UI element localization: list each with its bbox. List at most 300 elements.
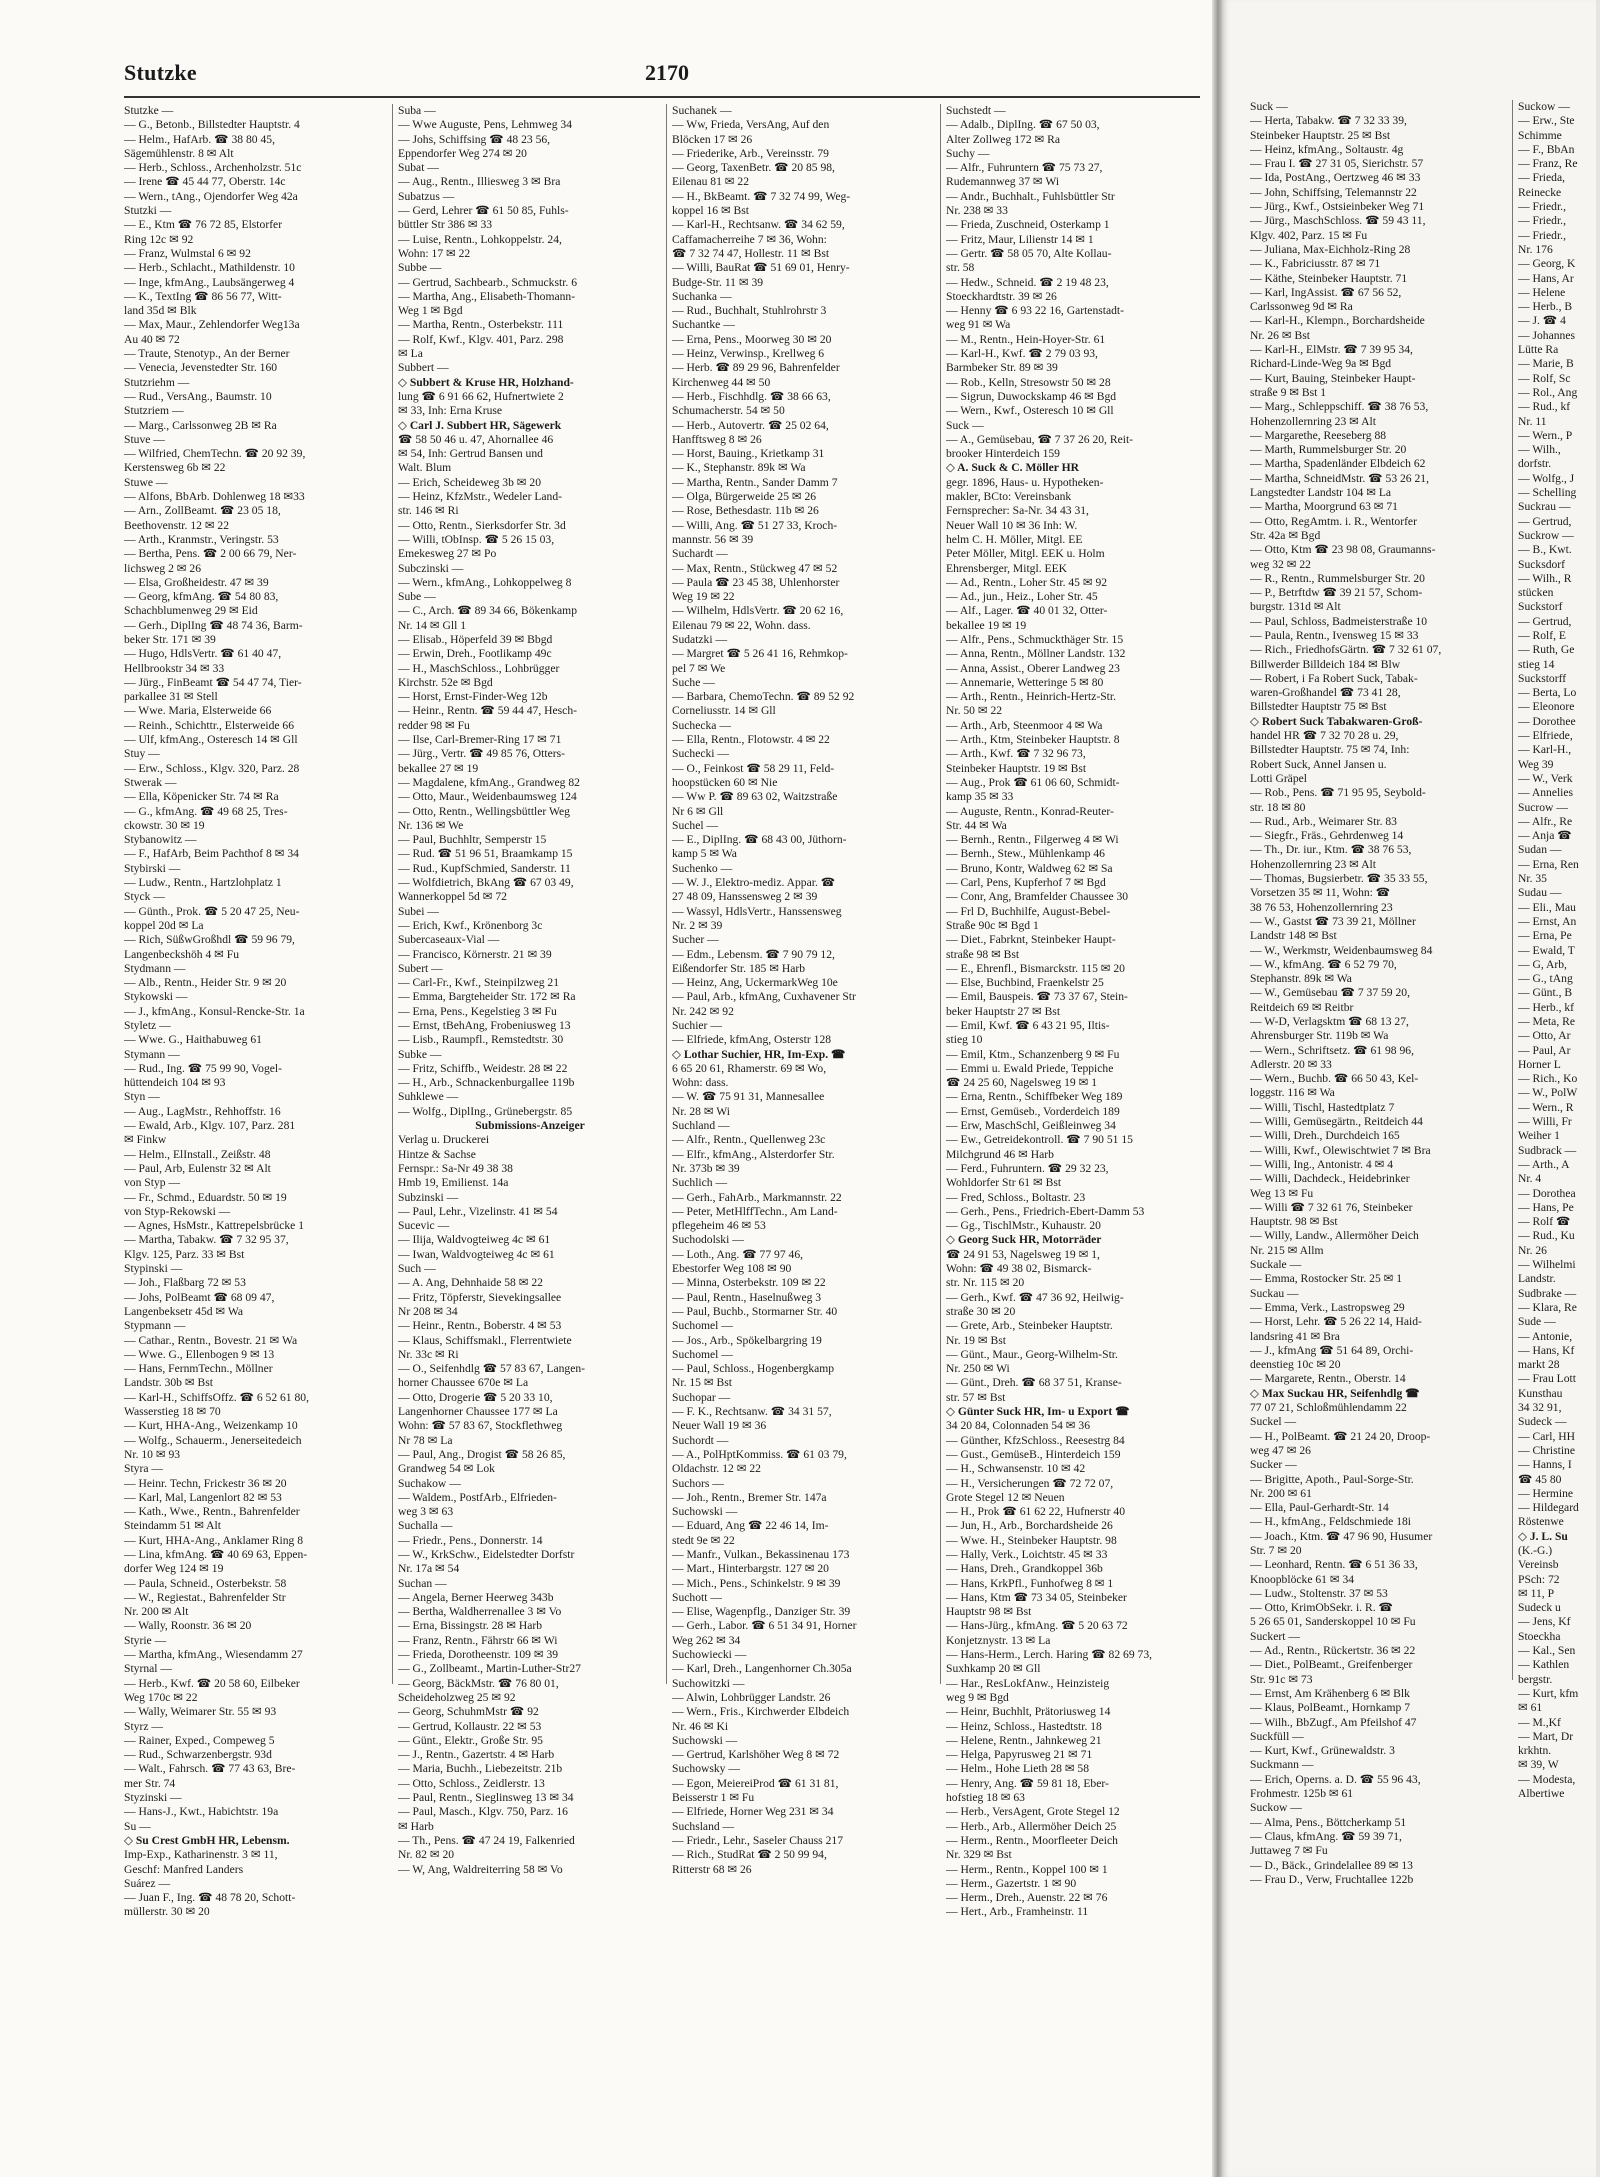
directory-line: — Heinz, Verwinsp., Krellweg 6 [672, 347, 825, 361]
directory-line: Suchowsky — [672, 1762, 740, 1776]
directory-line: Suck — [1250, 100, 1288, 113]
directory-line: — Arth., Kwf. ☎ 7 32 96 73, [946, 747, 1086, 761]
directory-line: Subei — [398, 904, 439, 918]
directory-line: — H., Arb., Schnackenburgallee 119b [398, 1076, 575, 1090]
directory-line: — Klara, Re [1518, 1300, 1577, 1314]
directory-line: — Rolf, E [1518, 628, 1566, 642]
directory-line: bekallee 27 ✉ 19 [398, 761, 479, 775]
directory-line: — Jens, Kf [1518, 1615, 1571, 1629]
directory-line: — Herb., Arb., Allermöher Deich 25 [946, 1819, 1117, 1833]
directory-line: Styzinski — [124, 1791, 182, 1805]
directory-line: 77 07 21, Schloßmühlendamm 22 [1250, 1401, 1407, 1415]
directory-line: — M.,Kf [1518, 1715, 1561, 1729]
directory-line: — Martha, kfmAng., Wiesendamm 27 [124, 1648, 303, 1662]
directory-line: — Erna, Pens., Kegelstieg 3 ✉ Fu [398, 1004, 557, 1018]
directory-line: Nr. 14 ✉ Gll 1 [398, 618, 467, 632]
directory-line: weg 32 ✉ 22 [1250, 557, 1311, 571]
directory-line: ◇ Max Suckau HR, Seifenhdlg ☎ [1250, 1386, 1420, 1400]
directory-line: Str. 91c ✉ 73 [1250, 1672, 1313, 1686]
directory-line: — Rose, Bethesdastr. 11b ✉ 26 [672, 504, 819, 518]
directory-line: Suchakow — [398, 1476, 461, 1490]
directory-line: — Herb. ☎ 89 29 96, Bahrenfelder [672, 361, 840, 375]
directory-line: — Max, Rentn., Stückweg 47 ✉ 52 [672, 561, 838, 575]
directory-line: Suxhkamp 20 ✉ Gll [946, 1662, 1041, 1676]
directory-line: Walt. Blum [398, 461, 452, 475]
directory-line: Konjetznystr. 13 ✉ La [946, 1633, 1051, 1647]
directory-line: — Gg., TischlMstr., Kuhaustr. 20 [946, 1219, 1101, 1233]
directory-line: — Willi ☎ 7 32 61 76, Steinbeker [1250, 1200, 1413, 1214]
directory-line: — Alfr., Rentn., Quellenweg 23c [672, 1133, 826, 1147]
directory-line: — Andr., Buchhalt., Fuhlsbüttler Str [946, 189, 1115, 203]
directory-line: Hauptstr. 98 ✉ Bst [1250, 1215, 1338, 1229]
directory-line: — Paula, Schneid., Osterbekstr. 58 [124, 1576, 287, 1590]
directory-line: Styrz — [124, 1719, 163, 1733]
directory-line: — Emil, Ktm., Schanzenberg 9 ✉ Fu [946, 1047, 1120, 1061]
directory-line: — Ludw., Rentn., Hartzlohplatz 1 [124, 876, 282, 890]
directory-line: — Heinr, Buchhlt, Prätoriusweg 14 [946, 1705, 1111, 1719]
directory-line: — Waldem., PostfArb., Elfrieden- [398, 1490, 557, 1504]
directory-line: — Heinz, kfmAng., Soltaustr. 4g [1250, 142, 1404, 156]
directory-line: — Wilhelm, HdlsVertr. ☎ 20 62 16, [672, 604, 844, 618]
directory-line: Styra — [124, 1462, 163, 1476]
directory-line: Suchstedt — [946, 104, 1006, 117]
directory-line: — Otto, Maur., Weidenbaumsweg 124 [398, 790, 577, 804]
directory-line: — Johs, Schiffsing ☎ 48 23 56, [398, 132, 551, 146]
directory-line: Suchan — [398, 1576, 447, 1590]
directory-line: Nr. 35 [1518, 872, 1547, 886]
directory-line: Subbe — [398, 261, 442, 275]
directory-line: brooker Hinterdeich 159 [946, 447, 1060, 461]
directory-line: — Martha, Tabakw. ☎ 7 32 95 37, [124, 1233, 289, 1247]
directory-line: — Gertrud, Sachbearb., Schmuckstr. 6 [398, 275, 578, 289]
directory-line: Sucrow — [1518, 800, 1568, 814]
directory-line: — Arth., A [1518, 1157, 1570, 1171]
directory-line: — Herb., VersAgent, Grote Stegel 12 [946, 1805, 1120, 1819]
directory-line: Suchecka — [672, 718, 731, 732]
directory-line: Stoeckhardtstr. 39 ✉ 26 [946, 289, 1057, 303]
directory-line: Suchenko — [672, 861, 733, 875]
directory-line: — Heinr. Techn, Frickestr 36 ✉ 20 [124, 1476, 287, 1490]
directory-line: — Paul, Buchhltr, Semperstr 15 [398, 833, 547, 847]
directory-line: — Wern., Fris., Kirchwerder Elbdeich [672, 1705, 850, 1719]
directory-line: — Aug., LagMstr., Rehhoffstr. 16 [124, 1104, 281, 1118]
directory-line: Rudemannweg 37 ✉ Wi [946, 175, 1060, 189]
directory-line: — Jos., Arb., Spökelbargring 19 [672, 1333, 822, 1347]
directory-line: — Annemarie, Wetteringe 5 ✉ 80 [946, 675, 1104, 689]
directory-line: Lütte Ra [1518, 343, 1559, 357]
directory-line: — Ella, Köpenicker Str. 74 ✉ Ra [124, 790, 279, 804]
directory-line: Suchowski — [672, 1733, 738, 1747]
directory-line: Styletz — [124, 1019, 171, 1032]
directory-line: Landstr 148 ✉ Bst [1250, 929, 1337, 943]
directory-line: — Maria, Buchh., Liebezeitstr. 21b [398, 1762, 563, 1776]
directory-line: Au 40 ✉ 72 [124, 332, 180, 346]
directory-line: — Hans, KrkPfl., Funhofweg 8 ✉ 1 [946, 1576, 1114, 1590]
directory-line: pflegeheim 46 ✉ 53 [672, 1219, 766, 1233]
directory-line: — Rainer, Exped., Compeweg 5 [124, 1733, 275, 1747]
directory-line: — Erna, Pe [1518, 929, 1572, 943]
directory-line: — Hally, Verk., Loichtstr. 45 ✉ 33 [946, 1547, 1108, 1561]
directory-line: — Kurt, HHA-Ang., Anklamer Ring 8 [124, 1533, 304, 1547]
directory-line: — W., Verk [1518, 771, 1573, 785]
directory-line: — Jürg., FinBeamt ☎ 54 47 74, Tier- [124, 675, 302, 689]
directory-line: — Willi, Dreh., Durchdeich 165 [1250, 1129, 1400, 1143]
directory-line: Sudau — [1518, 886, 1562, 900]
directory-line: Nr. 26 ✉ Bst [1250, 328, 1310, 342]
directory-line: — Otto, Drogerie ☎ 5 20 33 10, [398, 1390, 553, 1404]
directory-line: — Hans, Kf [1518, 1343, 1575, 1357]
directory-line: — Otto, Rentn., Sierksdorfer Str. 3d [398, 518, 566, 532]
directory-line: — Friedr., Lehr., Saseler Chauss 217 [672, 1833, 843, 1847]
directory-line: Suba — [398, 104, 436, 117]
directory-line: Langenbeksetr 45d ✉ Wa [124, 1304, 243, 1318]
directory-line: Kerstensweg 6b ✉ 22 [124, 461, 226, 475]
directory-line: Stutzke — [124, 104, 174, 117]
directory-line: — Gertrud, Karlshöher Weg 8 ✉ 72 [672, 1748, 840, 1762]
directory-line: Nr. 10 ✉ 93 [124, 1447, 181, 1461]
directory-line: ☎ 24 25 60, Nagelsweg 19 ✉ 1 [946, 1076, 1098, 1090]
directory-line: — Arth., Rentn., Heinrich-Hertz-Str. [946, 690, 1117, 704]
directory-line: — W-D, Verlagsktm ☎ 68 13 27, [1250, 1015, 1409, 1028]
directory-line: — Leonhard, Rentn. ☎ 6 51 36 33, [1250, 1558, 1418, 1572]
directory-line: — Karl-H., ElMstr. ☎ 7 39 95 34, [1250, 343, 1413, 357]
directory-line: — Frau I. ☎ 27 31 05, Sierichstr. 57 [1250, 157, 1424, 171]
directory-line: — C., Arch. ☎ 89 34 66, Bökenkamp [398, 604, 577, 618]
directory-line: — Frau D., Verw, Fruchtallee 122b [1250, 1872, 1414, 1886]
directory-line: — Brigitte, Apoth., Paul-Sorge-Str. [1250, 1472, 1414, 1486]
directory-line: — K., Fabriciusstr. 87 ✉ 71 [1250, 257, 1381, 271]
directory-line: Nr. 15 ✉ Bst [672, 1376, 732, 1390]
directory-line: Suckale — [1250, 1258, 1302, 1272]
directory-line: — Wern., Kwf., Osteresch 10 ✉ Gll [946, 404, 1114, 418]
directory-line: — Marie, B [1518, 357, 1574, 371]
directory-line: — Otto, Schloss., Zeidlerstr. 13 [398, 1776, 545, 1790]
directory-line: — Dorothea [1518, 1186, 1576, 1200]
directory-line: Suckrow — [1518, 528, 1574, 542]
directory-line: — H., Schwansenstr. 10 ✉ 42 [946, 1462, 1086, 1476]
directory-line: — Heinr., Rentn., Boberstr. 4 ✉ 53 [398, 1319, 562, 1333]
directory-line: Nr 208 ✉ 34 [398, 1304, 458, 1318]
directory-line: Steinbeker Hauptstr. 25 ✉ Bst [1250, 128, 1391, 142]
directory-line: Nr. 200 ✉ Alt [124, 1605, 189, 1619]
directory-line: — Modesta, [1518, 1772, 1576, 1786]
directory-line: Landstr. 30b ✉ Bst [124, 1376, 213, 1390]
directory-line: — Herm., Gazertstr. 1 ✉ 90 [946, 1876, 1077, 1890]
directory-line: — Wilhelmi [1518, 1258, 1576, 1272]
directory-line: — Paul, Ang., Drogist ☎ 58 26 85, [398, 1447, 566, 1461]
directory-line: — Olga, Bürgerweide 25 ✉ 26 [672, 490, 817, 504]
directory-line: — Helm., HafArb. ☎ 38 80 45, [124, 132, 275, 146]
page-number: 2170 [645, 60, 689, 85]
directory-line: PSch: 72 [1518, 1572, 1560, 1586]
directory-line: Neuer Wall 19 ✉ 36 [672, 1419, 767, 1433]
directory-line: Weiher 1 [1518, 1129, 1560, 1143]
directory-line: markt 28 [1518, 1358, 1560, 1372]
column-divider [1512, 100, 1513, 1680]
directory-line: Sudatzki — [672, 632, 728, 646]
directory-line: Styn — [124, 1090, 160, 1104]
directory-line: Weg 19 ✉ 22 [672, 590, 735, 604]
directory-line: — W., Gemüsebau ☎ 7 37 59 20, [1250, 986, 1410, 1000]
directory-line: gegr. 1896, Haus- u. Hypotheken- [946, 475, 1104, 489]
directory-line: — G., Betonb., Billstedter Hauptstr. 4 [124, 118, 300, 132]
directory-line: — Anna, Rentn., Möllner Landstr. 132 [946, 647, 1126, 661]
directory-line: — W. ☎ 75 91 31, Mannesallee [672, 1090, 825, 1104]
directory-line: — H., Prok ☎ 61 62 22, Hufnerstr 40 [946, 1505, 1125, 1519]
directory-line: Klgv. 402, Parz. 15 ✉ Fu [1250, 228, 1368, 242]
directory-line: — Kal., Sen [1518, 1644, 1576, 1658]
directory-line: — Hermine [1518, 1486, 1574, 1500]
directory-line: — E., DiplIng. ☎ 68 43 00, Jüthorn- [672, 833, 847, 847]
directory-line: — Elisab., Höperfeld 39 ✉ Bbgd [398, 632, 553, 646]
directory-line: — Meta, Re [1518, 1015, 1575, 1028]
directory-line: — R., Rentn., Rummelsburger Str. 20 [1250, 571, 1425, 585]
directory-line: — Gertr. ☎ 58 05 70, Alte Kollau- [946, 246, 1112, 260]
column-divider [940, 104, 941, 1684]
directory-line: — Rud., Buchhalt, Stuhlrohrstr 3 [672, 304, 827, 318]
directory-column-2 [398, 104, 662, 1877]
directory-line: str. 146 ✉ Ri [398, 504, 459, 518]
directory-line: Billwerder Billdeich 184 ✉ Blw [1250, 657, 1401, 671]
directory-line: Suchopar — [672, 1390, 731, 1404]
directory-line: — Herm., Rentn., Moorfleeter Deich [946, 1833, 1118, 1847]
directory-line: — Auguste, Rentn., Konrad-Reuter- [946, 804, 1114, 818]
directory-line: stedt 9e ✉ 22 [672, 1533, 735, 1547]
directory-line: Suchy — [946, 146, 990, 160]
directory-line: ✉ 11, P [1518, 1586, 1555, 1600]
directory-line: — Jun, H., Arb., Borchardsheide 26 [946, 1519, 1113, 1533]
directory-line: — Erich, Kwf., Krönenborg 3c [398, 918, 543, 932]
directory-line: — J., kfmAng., Konsul-Rencke-Str. 1a [124, 1004, 305, 1018]
directory-line: — Friedr., Pens., Donnerstr. 14 [398, 1533, 543, 1547]
directory-line: Suck — [946, 418, 984, 432]
directory-line: — Eleonore [1518, 700, 1575, 714]
directory-line: — Gertrud, [1518, 614, 1572, 628]
directory-line: — Else, Buchbind, Fraenkelstr 25 [946, 976, 1104, 990]
directory-line: — Karl, IngAssist. ☎ 67 56 52, [1250, 285, 1402, 299]
directory-line: — Paul, Arb., kfmAng, Cuxhavener Str [672, 990, 856, 1004]
directory-line: — Joh., Rentn., Bremer Str. 147a [672, 1490, 827, 1504]
directory-line: Billstedter Hauptstr 75 ✉ Bst [1250, 700, 1387, 714]
directory-line: — Alfr., Re [1518, 814, 1573, 828]
directory-line: Styck — [124, 890, 165, 904]
directory-line: Sucker — [1250, 1458, 1297, 1472]
directory-line: Suckfüll — [1250, 1729, 1304, 1743]
directory-line: Caffamacherreihe 7 ✉ 36, Wohn: [672, 232, 827, 246]
directory-line: Kunsthau [1518, 1386, 1563, 1400]
directory-line: Emekesweg 27 ✉ Po [398, 547, 497, 561]
directory-line: — W. J., Elektro-mediz. Appar. ☎ [672, 876, 836, 890]
directory-line: Juttaweg 7 ✉ Fu [1250, 1844, 1328, 1858]
directory-line: — Joh., Flaßbarg 72 ✉ 53 [124, 1276, 246, 1290]
directory-line: loggstr. 116 ✉ Wa [1250, 1086, 1335, 1100]
directory-line: — Marth, Rummelsburger Str. 20 [1250, 443, 1407, 457]
directory-line: Subbert — [398, 361, 449, 375]
directory-line: — P., Betrftdw ☎ 39 21 57, Schom- [1250, 586, 1423, 600]
directory-line: — Rich., Ko [1518, 1072, 1578, 1086]
directory-line: — Aug., Prok ☎ 61 06 60, Schmidt- [946, 775, 1120, 789]
directory-line: — Rich., StudRat ☎ 2 50 99 94, [672, 1848, 827, 1862]
directory-line: — Joach., Ktm. ☎ 47 96 90, Husumer [1250, 1529, 1433, 1543]
directory-line: hüttendeich 104 ✉ 93 [124, 1076, 226, 1090]
directory-line: — Erw., Schloss., Klgv. 320, Parz. 28 [124, 761, 300, 775]
directory-line: Beethovenstr. 12 ✉ 22 [124, 518, 230, 532]
directory-line: Stykowski — [124, 990, 188, 1004]
directory-line: — Wern., R [1518, 1100, 1574, 1114]
directory-line: — Martha, SchneidMstr. ☎ 53 26 21, [1250, 471, 1429, 485]
directory-line: — Ilija, Waldvogteiweg 4c ✉ 61 [398, 1233, 551, 1247]
directory-line: Suchantke — [672, 318, 735, 332]
directory-line: — Christine [1518, 1443, 1576, 1457]
directory-line: Suchomel — [672, 1347, 733, 1361]
directory-line: Sude — [1518, 1315, 1556, 1329]
directory-line: — Wally, Roonstr. 36 ✉ 20 [124, 1619, 252, 1633]
directory-line: Nr. 250 ✉ Wi [946, 1362, 1010, 1376]
directory-line: Nr. 2 ✉ 39 [672, 918, 723, 932]
directory-line: — Mich., Pens., Schinkelstr. 9 ✉ 39 [672, 1576, 841, 1590]
directory-line: — Georg, K [1518, 257, 1576, 271]
directory-line: Suchardt — [672, 547, 728, 561]
directory-line: — Friedr., [1518, 200, 1566, 214]
directory-line: — Herb., B [1518, 300, 1573, 314]
directory-line: Nr. 28 ✉ Wi [672, 1104, 730, 1118]
directory-line: Suchowiecki — [672, 1648, 747, 1662]
directory-line: — Anja ☎ [1518, 829, 1572, 843]
directory-line: ☎ 24 91 53, Nagelsweg 19 ✉ 1, [946, 1247, 1100, 1261]
directory-line: — J. ☎ 4 [1518, 314, 1566, 328]
directory-line: — Horst, Lehr. ☎ 5 26 22 14, Haid- [1250, 1315, 1422, 1329]
directory-line: — Otto, Ktm ☎ 23 98 08, Graumanns- [1250, 543, 1436, 557]
directory-line: — Margret ☎ 5 26 41 16, Rehmkop- [672, 647, 848, 661]
directory-line: Subczinski — [398, 561, 464, 575]
directory-line: — Eli., Mau [1518, 900, 1576, 914]
directory-line: — Herm., Rentn., Koppel 100 ✉ 1 [946, 1862, 1108, 1876]
directory-line: — Ewald, Arb., Klgv. 107, Parz. 281 [124, 1119, 296, 1133]
directory-line: — Gerh., DiplIng ☎ 48 74 36, Barm- [124, 618, 303, 632]
directory-line: — Herb., kf [1518, 1000, 1575, 1014]
directory-line: — Paul, Schloss, Badmeisterstraße 10 [1250, 614, 1428, 628]
directory-line: bekallee 19 ✉ 19 [946, 618, 1027, 632]
directory-line: Nr. 33c ✉ Ri [398, 1347, 459, 1361]
directory-line: — H., kfmAng., Feldschmiede 18i [1250, 1515, 1412, 1529]
directory-line: — Fritz, Schiffb., Weidestr. 28 ✉ 22 [398, 1061, 568, 1075]
directory-line: — Ernst, An [1518, 914, 1577, 928]
directory-line: Suckmann — [1250, 1758, 1314, 1772]
directory-line: — Rud., VersAng., Baumstr. 10 [124, 389, 272, 403]
directory-line: — Carl, HH [1518, 1429, 1575, 1443]
directory-line: — Arth., Arb, Steenmoor 4 ✉ Wa [946, 718, 1103, 732]
directory-line: — Willy, Landw., Allermöher Deich [1250, 1229, 1419, 1243]
directory-line: Stymann — [124, 1047, 180, 1061]
directory-line: Str. 7 ✉ 20 [1250, 1543, 1302, 1557]
directory-line: Geschf: Manfred Landers [124, 1862, 244, 1876]
directory-line: Stydmann — [124, 961, 186, 975]
directory-line: Imp-Exp., Katharinenstr. 3 ✉ 11, [124, 1848, 278, 1862]
directory-line: — Anna, Assist., Oberer Landweg 23 [946, 661, 1120, 675]
directory-line: Nr. 242 ✉ 92 [672, 1004, 734, 1018]
directory-line: — Franz, Wulmstal 6 ✉ 92 [124, 246, 251, 260]
directory-line: mer Str. 74 [124, 1776, 176, 1790]
directory-line: — Herta, Tabakw. ☎ 7 32 33 39, [1250, 114, 1407, 128]
directory-line: — Mart, Dr [1518, 1729, 1574, 1743]
directory-line: — Klaus, PolBeamt., Hornkamp 7 [1250, 1701, 1411, 1715]
directory-line: Suchier — [672, 1019, 722, 1032]
directory-line: — Hugo, HdlsVertr. ☎ 61 40 47, [124, 647, 282, 661]
directory-line: — Fritz, Töpferstr, Sievekingsallee [398, 1290, 562, 1304]
directory-line: — Herb., Autovertr. ☎ 25 02 64, [672, 418, 829, 432]
directory-line: — Emma, Verk., Lastropsweg 29 [1250, 1300, 1405, 1314]
directory-line: dorfer Weg 124 ✉ 19 [124, 1562, 224, 1576]
directory-line: Subzinski — [398, 1190, 459, 1204]
directory-line: — John, Schiffsing, Telemannstr 22 [1250, 185, 1417, 199]
directory-line: — Erich, Operns. a. D. ☎ 55 96 43, [1250, 1772, 1421, 1786]
directory-line: — Alfons, BbArb. Dohlenweg 18 ✉33 [124, 490, 305, 504]
directory-line: waren-Großhandel ☎ 73 41 28, [1250, 686, 1401, 700]
directory-line: — Egon, MeiereiProd ☎ 61 31 81, [672, 1776, 839, 1790]
directory-line: Suhklewe — [398, 1090, 459, 1104]
directory-line: Horner L [1518, 1057, 1561, 1071]
directory-line: — Eduard, Ang ☎ 22 46 14, Im- [672, 1519, 829, 1533]
directory-line: straße 30 ✉ 20 [946, 1304, 1016, 1318]
directory-line: — Emma, Bargteheider Str. 172 ✉ Ra [398, 990, 576, 1004]
directory-line: von Styp-Rekowski — [124, 1204, 231, 1218]
directory-line: Nr. 200 ✉ 61 [1250, 1486, 1312, 1500]
directory-line: Straße 90c ✉ Bgd 1 [946, 918, 1039, 932]
directory-line: Stypinski — [124, 1262, 183, 1276]
directory-line: — H., PolBeamt. ☎ 21 24 20, Droop- [1250, 1429, 1431, 1443]
directory-line: — H., MaschSchloss., Lohbrügger [398, 661, 560, 675]
directory-line: — Ad., Rentn., Rückertstr. 36 ✉ 22 [1250, 1644, 1416, 1658]
directory-line: — Ewald, T [1518, 943, 1575, 957]
directory-line: Sudbrack — [1518, 1143, 1577, 1157]
directory-line: — Schelling [1518, 486, 1577, 500]
directory-line: hofstieg 18 ✉ 63 [946, 1791, 1025, 1805]
directory-line: — Angela, Berner Heerweg 343b [398, 1590, 554, 1604]
directory-line: — Elfr., kfmAng., Alsterdorfer Str. [672, 1147, 835, 1161]
directory-line: Str. 44 ✉ Wa [946, 818, 1007, 832]
directory-line: — Erwin, Dreh., Footlikamp 49c [398, 647, 552, 661]
directory-line: — Juliana, Max-Eichholz-Ring 28 [1250, 242, 1411, 256]
directory-line: — Hans, FernmTechn., Möllner [124, 1362, 273, 1376]
directory-line: Nr. 329 ✉ Bst [946, 1848, 1012, 1862]
directory-line: str. Nr. 115 ✉ 20 [946, 1276, 1025, 1290]
directory-line: Lotti Gräpel [1250, 771, 1307, 785]
directory-line: Sucevic — [398, 1219, 450, 1233]
directory-line: — Fr., Schmd., Eduardstr. 50 ✉ 19 [124, 1190, 287, 1204]
directory-line: — Wern., Buchb. ☎ 66 50 43, Kel- [1250, 1072, 1419, 1086]
directory-line: Billstedter Hauptstr. 75 ✉ 74, Inh: [1250, 743, 1410, 757]
directory-line: Alter Zollweg 172 ✉ Ra [946, 132, 1061, 146]
directory-line: Klgv. 125, Parz. 33 ✉ Bst [124, 1247, 245, 1261]
directory-line: — Paul, Ar [1518, 1043, 1571, 1057]
directory-line: Styrnal — [124, 1662, 172, 1676]
directory-line: — Heinz, Ang, UckermarkWeg 10e [672, 976, 838, 990]
directory-line: — Reinh., Schichttr., Elsterweide 66 [124, 718, 295, 732]
directory-line: Vereinsb [1518, 1558, 1559, 1572]
directory-line: — Iwan, Waldvogteiweg 4c ✉ 61 [398, 1247, 555, 1261]
directory-line: — Hildegard [1518, 1501, 1579, 1515]
directory-line: Subke — [398, 1047, 442, 1061]
directory-line: Hmb 19, Emilienst. 14a [398, 1176, 509, 1190]
directory-line: Schachblumenweg 29 ✉ Eid [124, 604, 258, 618]
directory-column-1 [124, 104, 388, 1920]
directory-line: (K.-G.) [1518, 1543, 1553, 1557]
directory-line: — Rich, SüßwGroßhdl ☎ 59 96 79, [124, 933, 295, 947]
directory-line: — Otto, KrimObSekr. i. R. ☎ [1250, 1601, 1393, 1615]
directory-line: — Paul, Arb, Eulenstr 32 ✉ Alt [124, 1161, 271, 1175]
directory-line: — Martha, Spadenländer Elbdeich 62 [1250, 457, 1426, 471]
directory-line: Suchel — [672, 818, 719, 832]
